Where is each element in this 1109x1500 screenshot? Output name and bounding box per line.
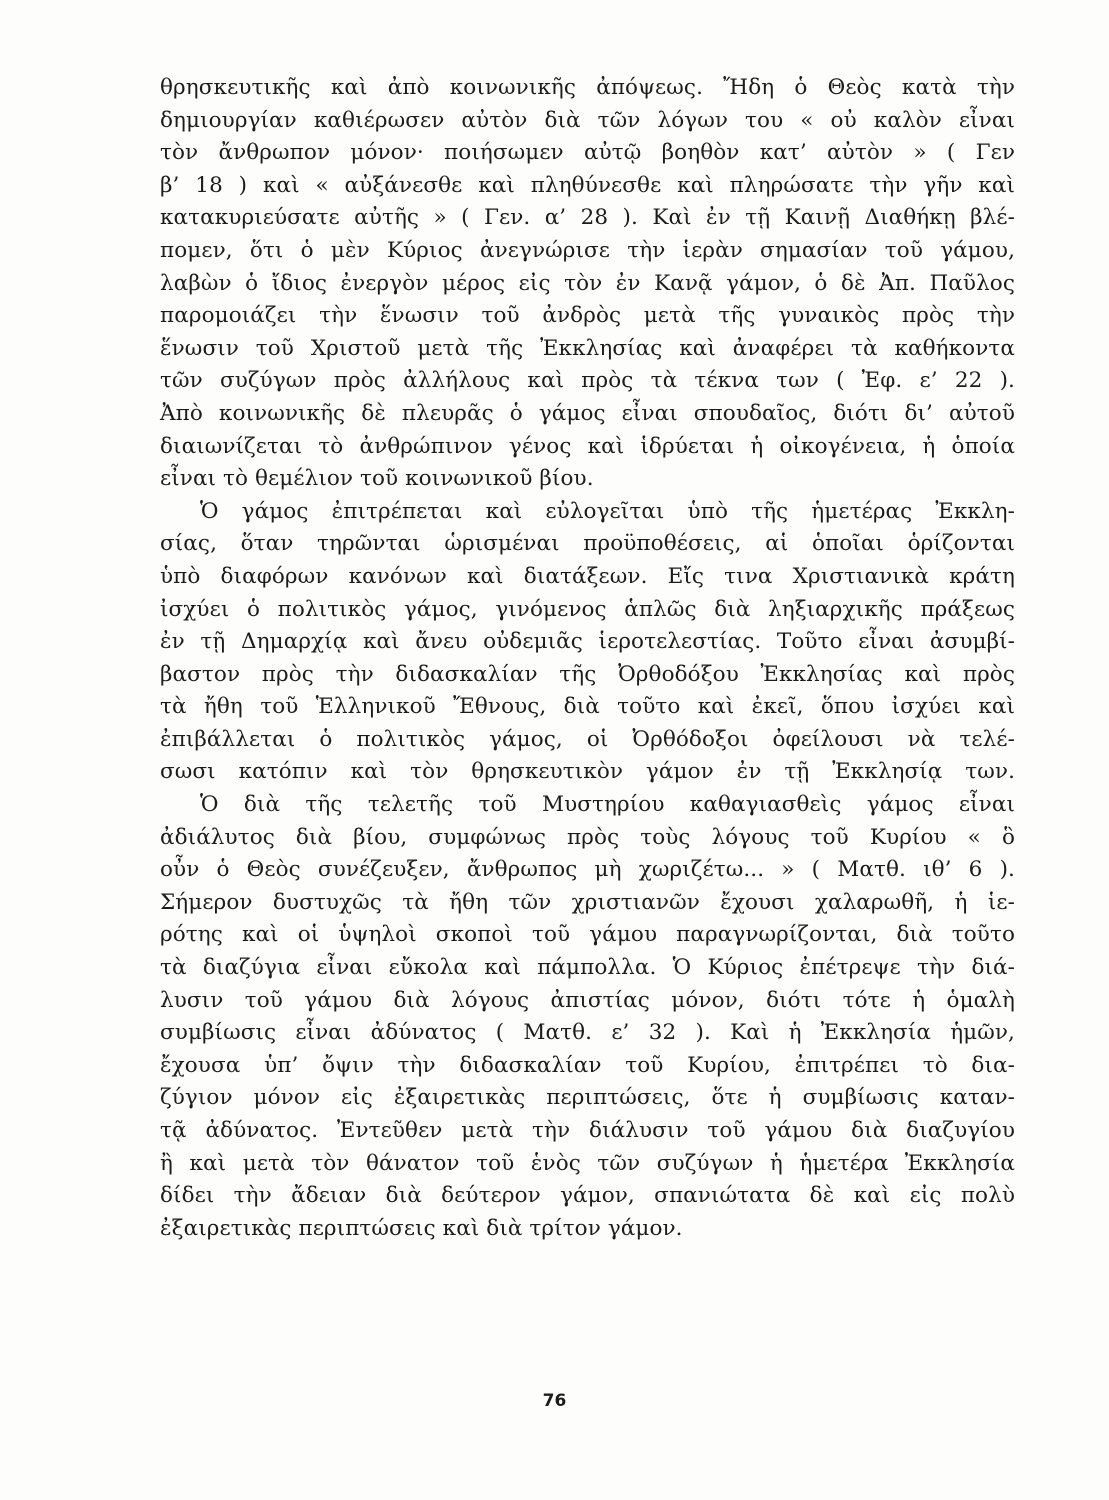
text-line: πομεν, ὅτι ὁ μὲν Κύριος ἀνεγνώρισε τὴν ἱερὰν σημασίαν τοῦ γάμου, — [160, 237, 1015, 263]
text-line: Ὁ γάμος ἐπιτρέπεται καὶ εὐλογεῖται ὑπὸ τῆς ἡμετέρας Ἐκκλη- — [200, 498, 1015, 524]
text-line: τῶν συζύγων πρὸς ἀλλήλους καὶ πρὸς τὰ τέκνα των ( Ἐφ. ε’ 22 ). — [160, 368, 1015, 394]
text-line: διαιωνίζεται τὸ ἀνθρώπινον γένος καὶ ἱδρύεται ἡ οἰκογένεια, ἡ ὁποία — [160, 433, 1015, 459]
text-line: δίδει τὴν ἄδειαν διὰ δεύτερον γάμον, σπανιώτατα δὲ καὶ εἰς πολὺ — [160, 1183, 1015, 1209]
text-line: σωσι κατόπιν καὶ τὸν θρησκευτικὸν γάμον ἐν τῇ Ἐκκλησίᾳ των. — [160, 759, 1015, 785]
text-line: β’ 18 ) καὶ « αὐξάνεσθε καὶ πληθύνεσθε καὶ πληρώσατε τὴν γῆν καὶ — [160, 172, 1015, 198]
text-line: σίας, ὅταν τηρῶνται ὡρισμέναι προϋποθέσεις, αἱ ὁποῖαι ὁρίζονται — [160, 531, 1015, 557]
text-line: ἔχουσα ὑπ’ ὄψιν τὴν διδασκαλίαν τοῦ Κυρίου, ἐπιτρέπει τὸ δια- — [160, 1052, 1015, 1078]
text-line: τὰ ἤθη τοῦ Ἑλληνικοῦ Ἔθνους, διὰ τοῦτο καὶ ἐκεῖ, ὅπου ἰσχύει καὶ — [160, 694, 1015, 720]
text-line: λαβὼν ὁ ἴδιος ἐνεργὸν μέρος εἰς τὸν ἐν Κανᾷ γάμον, ὁ δὲ Ἀπ. Παῦλος — [160, 270, 1015, 296]
text-line: βαστον πρὸς τὴν διδασκαλίαν τῆς Ὀρθοδόξου Ἐκκλησίας καὶ πρὸς — [160, 661, 1015, 687]
text-line: τᾷ ἀδύνατος. Ἐντεῦθεν μετὰ τὴν διάλυσιν τοῦ γάμου διὰ διαζυγίου — [160, 1118, 1015, 1143]
text-line: Ὁ διὰ τῆς τελετῆς τοῦ Μυστηρίου καθαγιασθεὶς γάμος εἶναι — [200, 792, 1015, 818]
text-line: ζύγιον μόνον εἰς ἐξαιρετικὰς περιπτώσεις, ὅτε ἡ συμβίωσις καταν- — [160, 1085, 1015, 1111]
text-line: θρησκευτικῆς καὶ ἀπὸ κοινωνικῆς ἀπόψεως. Ἤδη ὁ Θεὸς κατὰ τὴν — [160, 75, 1015, 100]
text-line: οὖν ὁ Θεὸς συνέζευξεν, ἄνθρωπος μὴ χωριζέτω... » ( Ματθ. ιθ’ 6 ). — [160, 857, 1015, 883]
text-line: Ἀπὸ κοινωνικῆς δὲ πλευρᾶς ὁ γάμος εἶναι σπουδαῖος, διότι δι’ αὐτοῦ — [160, 400, 1015, 426]
text-line: τὰ διαζύγια εἶναι εὔκολα καὶ πάμπολλα. Ὁ Κύριος ἐπέτρεψε τὴν διά- — [160, 955, 1015, 981]
text-line: ἕνωσιν τοῦ Χριστοῦ μετὰ τῆς Ἐκκλησίας καὶ ἀναφέρει τὰ καθήκοντα — [160, 335, 1015, 361]
text-line: τὸν ἄνθρωπον μόνον· ποιήσωμεν αὐτῷ βοηθὸν κατ’ αὐτὸν » ( Γεν — [160, 140, 1015, 166]
text-line: ρότης καὶ οἱ ὑψηλοὶ σκοποὶ τοῦ γάμου παραγνωρίζονται, διὰ τοῦτο — [160, 922, 1015, 948]
page-number: 76 — [542, 1391, 567, 1411]
text-line: ἐν τῇ Δημαρχίᾳ καὶ ἄνευ οὐδεμιᾶς ἱεροτελεστίας. Τοῦτο εἶναι ἀσυμβί- — [160, 629, 1015, 655]
text-line: κατακυριεύσατε αὐτῆς » ( Γεν. α’ 28 ). Καὶ ἐν τῇ Καινῇ Διαθήκῃ βλέ- — [160, 205, 1015, 231]
text-line: δημιουργίαν καθιέρωσεν αὐτὸν διὰ τῶν λόγων του « οὐ καλὸν εἶναι — [160, 107, 1015, 133]
text-line: Σήμερον δυστυχῶς τὰ ἤθη τῶν χριστιανῶν ἔχουσι χαλαρωθῆ, ἡ ἱε- — [160, 889, 1015, 915]
text-line: παρομοιάζει τὴν ἕνωσιν τοῦ ἀνδρὸς μετὰ τῆς γυναικὸς πρὸς τὴν — [160, 303, 1015, 329]
text-line: συμβίωσις εἶναι ἀδύνατος ( Ματθ. ε’ 32 ). Καὶ ἡ Ἐκκλησία ἡμῶν, — [160, 1020, 1015, 1046]
body-text — [160, 72, 1015, 1245]
text-line: λυσιν τοῦ γάμου διὰ λόγους ἀπιστίας μόνον, διότι τότε ἡ ὁμαλὴ — [160, 987, 1015, 1013]
text-line: ἰσχύει ὁ πολιτικὸς γάμος, γινόμενος ἁπλῶς διὰ ληξιαρχικῆς πράξεως — [160, 596, 1015, 622]
text-line: ἢ καὶ μετὰ τὸν θάνατον τοῦ ἑνὸς τῶν συζύγων ἡ ἡμετέρα Ἐκκλησία — [160, 1150, 1015, 1176]
text-line: ἐξαιρετικὰς περιπτώσεις καὶ διὰ τρίτον γάμον. — [160, 1215, 683, 1241]
text-line: ὑπὸ διαφόρων κανόνων καὶ διατάξεων. Εἴς τινα Χριστιανικὰ κράτη — [160, 563, 1015, 589]
text-line: εἶναι τὸ θεμέλιον τοῦ κοινωνικοῦ βίου. — [160, 466, 594, 492]
text-line: ἐπιβάλλεται ὁ πολιτικὸς γάμος, οἱ Ὀρθόδοξοι ὀφείλουσι νὰ τελέ- — [160, 726, 1015, 752]
text-line: ἀδιάλυτος διὰ βίου, συμφώνως πρὸς τοὺς λόγους τοῦ Κυρίου « ὃ — [160, 824, 1015, 850]
